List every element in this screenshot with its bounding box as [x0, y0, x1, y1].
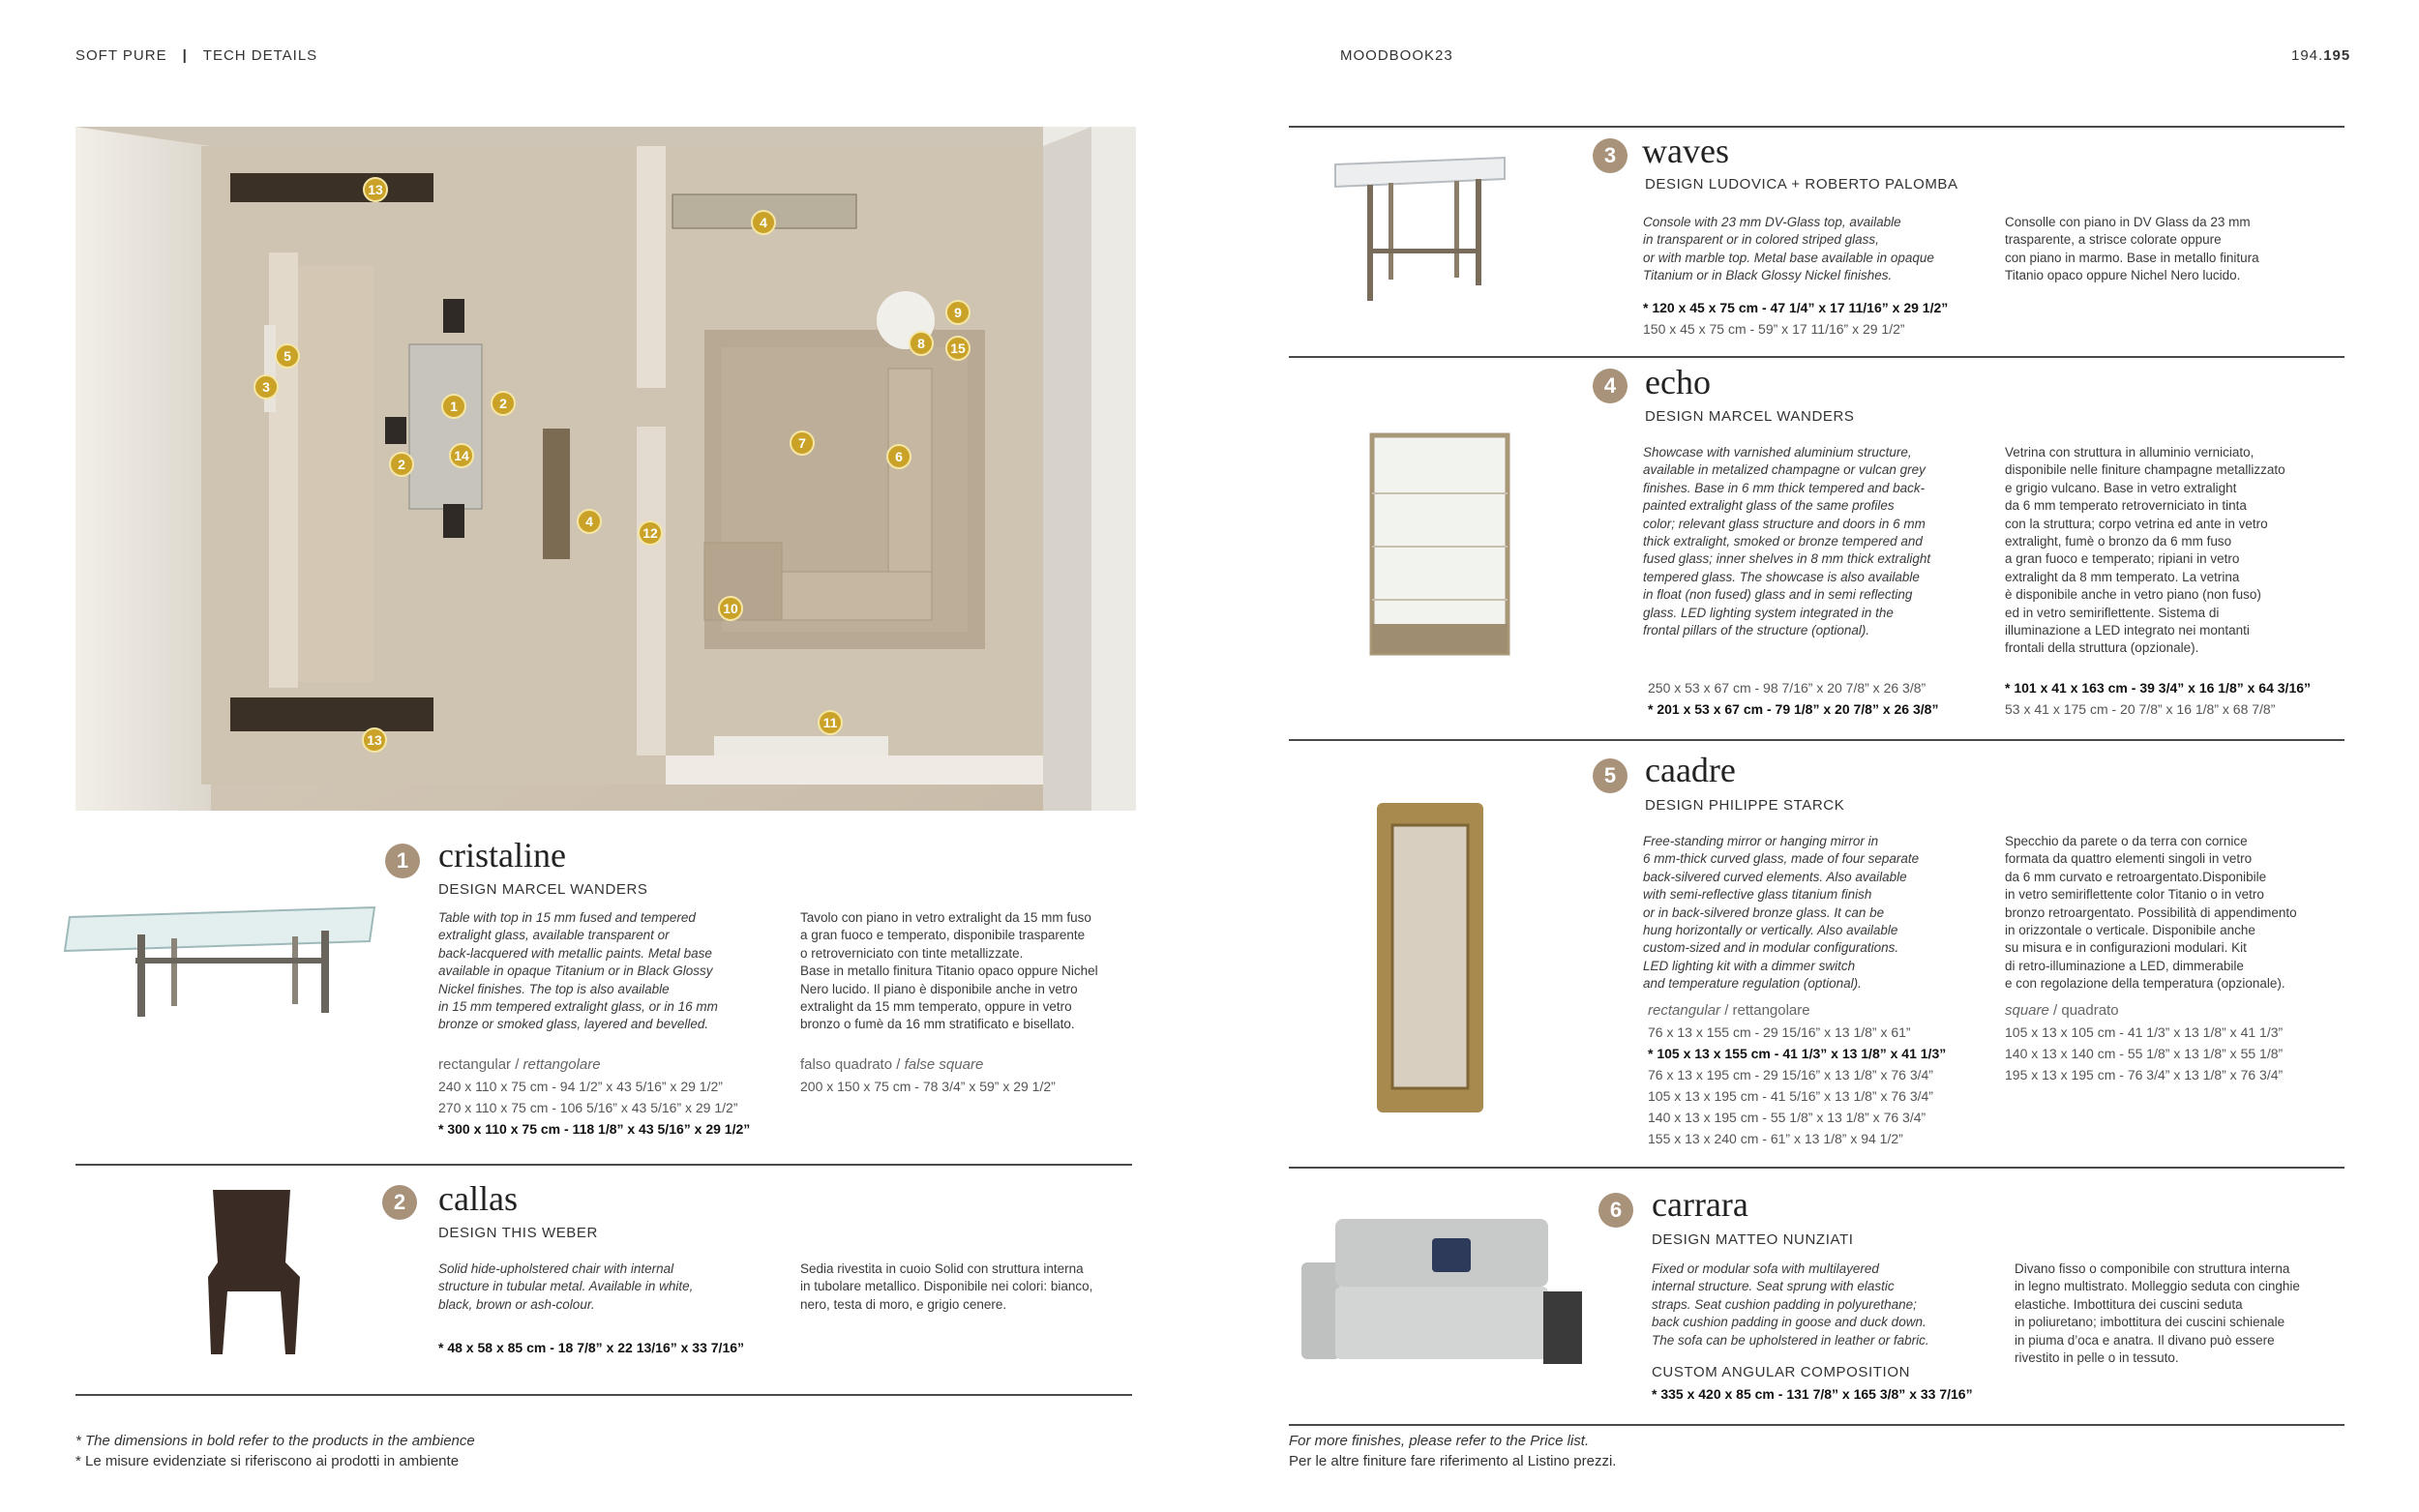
carrara-sofa-image — [1297, 1204, 1587, 1369]
product-name: carrara — [1652, 1185, 1748, 1224]
plan-marker: 6 — [886, 444, 911, 469]
plan-marker: 9 — [945, 300, 971, 325]
footer-note-right: For more finishes, please refer to the Price list. Per le altre finiture fare riferimento al Listino prezzi. — [1289, 1433, 1617, 1469]
dimensions-rectangular: rectangular / rettangolare 240 x 110 x 75 cm - 94 1/2” x 43 5/16” x 29 1/2” 270 x 110 x 75 cm - 106 5/16” x 43 5/16” x 29 1/2” * 300 x 110 x 75 cm - 118 1/8” x 43 5/16” x 29 1/2” — [438, 1056, 751, 1137]
description-italian: Specchio da parete o da terra con cornice formata da quattro elementi singoli in vetro da 6 mm curvato e retroargentato.Disponibile in vetro semiriflettente color Titanio o in vetro bronzo retroargentato. Possibilità di appendimento in orizzontale o verticale. Disponibile anche su misura e in configurazioni modulari. Kit di retro-illuminazione a LED, dimmerabile e con regolazione della temperatura (opzionale). — [2005, 834, 2297, 992]
plan-marker: 7 — [790, 430, 815, 456]
cristaline-table-image — [60, 898, 379, 1023]
designer-credit: DESIGN MATTEO NUNZIATI — [1652, 1231, 1854, 1248]
description-english: Free-standing mirror or hanging mirror in 6 mm-thick curved glass, made of four separate back-silvered curved elements. Also available with semi-reflective glass titanium finish or in back-silvered bronze glass. It can be hung horizontally or vertically. Also available custom-sized and in modular configurations. LED lighting kit with a dimmer switch and temperature regulation (optional). — [1643, 834, 1920, 992]
plan-marker: 11 — [818, 710, 843, 735]
description-italian: Tavolo con piano in vetro extralight da 15 mm fuso a gran fuoco e temperato, disponibile trasparente o retroverniciato con tinte metallizzate. Base in metallo finitura Titanio opaco oppure Nichel Nero lucido. Il piano è disponibile anche in vetro extralight da 15 mm temperato, oppure in vetro bronzo o fumè da 16 mm stratificato e bisellato. — [800, 910, 1098, 1032]
description-english: Console with 23 mm DV-Glass top, available in transparent or in colored striped glass, or with marble top. Metal base available in opaque Titanium or in Black Glossy Nickel finishes. — [1643, 215, 1934, 283]
product-number-badge: 5 — [1593, 758, 1628, 793]
plan-marker: 13 — [363, 177, 388, 202]
product-name: waves — [1642, 132, 1729, 170]
designer-credit: DESIGN LUDOVICA + ROBERTO PALOMBA — [1645, 176, 1958, 193]
page-header-left — [75, 47, 317, 64]
dimensions: * 48 x 58 x 85 cm - 18 7/8” x 22 13/16” x 33 7/16” — [438, 1340, 745, 1355]
plan-marker: 3 — [254, 374, 279, 400]
plan-marker: 12 — [638, 520, 663, 546]
section-divider — [1289, 1167, 2344, 1169]
callas-chair-image — [184, 1185, 319, 1359]
section-title: SOFT PURE — [75, 47, 167, 64]
plan-marker: 1 — [441, 394, 466, 419]
dimensions-false-square: falso quadrato / false square 200 x 150 x 75 cm - 78 3/4” x 59” x 29 1/2” — [800, 1056, 1056, 1094]
header-separator: | — [182, 47, 188, 64]
section-divider — [1289, 739, 2344, 741]
plan-marker: 13 — [362, 727, 387, 753]
plan-marker: 14 — [449, 443, 474, 468]
dimensions-square: square / quadrato 105 x 13 x 105 cm - 41 1/3” x 13 1/8” x 41 1/3” 140 x 13 x 140 cm - 55 1/8” x 13 1/8” x 55 1/8” 195 x 13 x 195 cm - 76 3/4” x 13 1/8” x 76 3/4” — [2005, 1002, 2284, 1082]
designer-credit: DESIGN MARCEL WANDERS — [1645, 408, 1855, 425]
product-number-badge: 2 — [382, 1185, 417, 1220]
plan-marker: 10 — [718, 596, 743, 621]
footer-note-left: * The dimensions in bold refer to the products in the ambience * Le misure evidenziate si riferiscono ai prodotti in ambiente — [75, 1433, 475, 1469]
section-divider — [1289, 126, 2344, 128]
product-name: callas — [438, 1179, 518, 1218]
subsection-title: TECH DETAILS — [202, 47, 318, 64]
dimensions: * 335 x 420 x 85 cm - 131 7/8” x 165 3/8” x 33 7/16” — [1652, 1386, 1973, 1402]
floor-plan-image — [75, 127, 1136, 811]
section-divider — [1289, 356, 2344, 358]
plan-marker: 5 — [275, 343, 300, 369]
plan-marker: 4 — [577, 509, 602, 534]
dimensions-left: 250 x 53 x 67 cm - 98 7/16” x 20 7/8” x 26 3/8” * 201 x 53 x 67 cm - 79 1/8” x 20 7/8” x 26 3/8” — [1648, 680, 1939, 717]
plan-marker: 15 — [945, 336, 971, 361]
plan-marker: 4 — [751, 210, 776, 235]
dimensions-right: * 101 x 41 x 163 cm - 39 3/4” x 16 1/8” x 64 3/16” 53 x 41 x 175 cm - 20 7/8” x 16 1/8” x 68 7/8” — [2005, 680, 2312, 717]
product-number-badge: 3 — [1593, 138, 1628, 173]
section-divider — [1289, 1424, 2344, 1426]
composition-label: CUSTOM ANGULAR COMPOSITION — [1652, 1364, 1911, 1380]
designer-credit: DESIGN PHILIPPE STARCK — [1645, 797, 1845, 814]
dimensions-rectangular: rectangular / rettangolare 76 x 13 x 155 cm - 29 15/16” x 13 1/8” x 61” * 105 x 13 x 155 cm - 41 1/3” x 13 1/8” x 41 1/3” 76 x 13 x 195 cm - 29 15/16” x 13 1/8” x 76 3/4” 105 x 13 x 195 cm - 41 5/16” x 13 1/8” x 76 3/4” 140 x 13 x 195 cm - 55 1/8” x 13 1/8” x 76 3/4” 155 x 13 x 240 cm - 61” x 13 1/8” x 94 1/2” — [1648, 1002, 1947, 1146]
product-number-badge: 4 — [1593, 369, 1628, 403]
product-name: cristaline — [438, 836, 566, 875]
product-number-badge: 1 — [385, 844, 420, 878]
section-divider — [75, 1164, 1132, 1166]
plan-marker: 2 — [491, 391, 516, 416]
product-name: caadre — [1645, 751, 1736, 789]
echo-showcase-image — [1362, 426, 1517, 663]
description-italian: Sedia rivestita in cuoio Solid con struttura interna in tubolare metallico. Disponibile nei colori: bianco, nero, testa di moro, e grigio cenere. — [800, 1261, 1093, 1312]
plan-marker: 8 — [909, 331, 934, 356]
waves-console-image — [1330, 150, 1509, 305]
page-number: 194.195 — [2291, 47, 2351, 64]
section-divider — [75, 1394, 1132, 1396]
designer-credit: DESIGN MARCEL WANDERS — [438, 881, 648, 898]
description-italian: Consolle con piano in DV Glass da 23 mm trasparente, a strisce colorate oppure con piano in marmo. Base in metallo finitura Titanio opaco oppure Nichel Nero lucido. — [2005, 215, 2259, 283]
product-name: echo — [1645, 363, 1711, 401]
caadre-mirror-image — [1369, 798, 1490, 1117]
description-italian: Divano fisso o componibile con struttura interna in legno multistrato. Molleggio seduta con cinghie elastiche. Imbottitura dei cuscini seduta in poliuretano; imbottitura dei cuscini schienale in piuma d’oca e anatra. Il divano può essere rivestito in pelle o in tessuto. — [2015, 1261, 2300, 1366]
description-english: Solid hide-upholstered chair with internal structure in tubular metal. Available in white, black, brown or ash-colour. — [438, 1261, 694, 1312]
description-english: Table with top in 15 mm fused and tempered extralight glass, available transparent or back-lacquered with metallic paints. Metal base available in opaque Titanium or in Black Glossy Nickel finishes. The top is also available in 15 mm tempered extralight glass, or in 16 mm bronze or smoked glass, layered and bevelled. — [438, 910, 718, 1032]
plan-marker: 2 — [389, 452, 414, 477]
dimensions: * 120 x 45 x 75 cm - 47 1/4” x 17 11/16” x 29 1/2” 150 x 45 x 75 cm - 59” x 17 11/16” x 29 1/2” — [1643, 300, 1949, 337]
floor-plan-illustration — [75, 127, 1136, 811]
description-italian: Vetrina con struttura in alluminio verniciato, disponibile nelle finiture champagne metallizzato e grigio vulcano. Base in vetro extralight da 6 mm temperato retroverniciato in tinta con la struttura; corpo vetrina ed ante in vetro extralight, fumè o bronzo da 6 mm fuso a gran fuoco e temperato; ripiani in vetro extralight da 8 mm temperato. La vetrina è disponibile anche in vetro piano (non fuso) ed in vetro semiriflettente. Sistema di illuminazione a LED integrato nei montanti frontali della struttura (opzionale). — [2005, 445, 2285, 656]
product-number-badge: 6 — [1598, 1193, 1633, 1228]
description-english: Showcase with varnished aluminium structure, available in metalized champagne or vulcan grey finishes. Base in 6 mm thick tempered and back- painted extralight glass of the same profiles color; relevant glass structure and doors in 6 mm thick extralight, smoked or bronze tempered and fused glass; inner shelves in 8 mm thick extralight tempered glass. The showcase is also available in float (non fused) glass and in semi reflecting glass. LED lighting system integrated in the frontal pillars of the structure (optional). — [1643, 445, 1931, 638]
designer-credit: DESIGN THIS WEBER — [438, 1225, 598, 1241]
book-title: MOODBOOK23 — [1340, 47, 1453, 64]
description-english: Fixed or modular sofa with multilayered internal structure. Seat sprung with elastic straps. Seat cushion padding in polyurethane; back cushion padding in goose and duck down. The sofa can be upholstered in leather or fabric. — [1652, 1261, 1929, 1348]
